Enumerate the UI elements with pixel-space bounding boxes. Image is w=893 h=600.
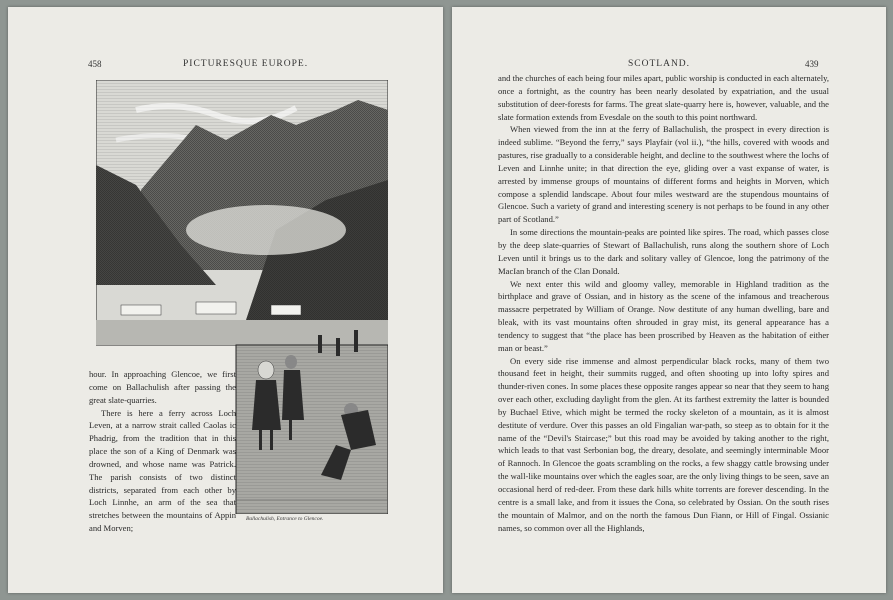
right-paragraph: When viewed from the inn at the ferry of Ballachulish, the prospect in every direction is indeed sublime. “Beyond the ferry,” says Playfair (vol ii.), “the hills, covered with woods and pastures, rise gradually to a considerable height, and decline to the southwest where the lochs of Leven and Linnhe unite; in that direction the eye, gliding over a vast expanse of water, is arrested by immense groups of mountains of different forms and heights in Morven, which compose a splendid landscape. About four miles westward are the stupendous mountains of Glencoe. Such a variety of grand and interesting scenery is not perhaps to be found in any other part of Scotland.” xyxy=(498,124,829,225)
illustration-caption: Ballachulish, Entrance to Glencoe. xyxy=(246,516,324,522)
right-folio: 439 xyxy=(805,59,819,69)
left-body-text xyxy=(89,368,236,535)
right-paragraph: We next enter this wild and gloomy valley, memorable in Highland tradition as the birthplace and grave of Ossian, and in history as the scene of the infamous and treacherous massacre perpetrated by William of Orange. Now destitute of any human dwelling, bare and bleak, with its vast mountains often shrouded in gray mist, its general appearance has a tendency to suggest that “the place has been proscribed by Heaven as the habitation of either man or beast.” xyxy=(498,278,829,353)
left-page xyxy=(8,7,443,593)
right-body-text xyxy=(498,72,829,534)
right-paragraph: and the churches of each being four miles apart, public worship is conducted in each alternately, once a fortnight, as the country has been nearly desolated by expatriation, and the usual substitution of deer-forests for farms. The great slate-quarry here is, however, valuable, and the slate formation extends from Evesdale on the south to this point northward. xyxy=(498,73,829,122)
right-running-head: SCOTLAND. xyxy=(628,59,691,69)
left-paragraph: hour. In approaching Glencoe, we first come on Ballachulish after passing the great slate-quarries. xyxy=(89,369,236,405)
left-paragraph: There is here a ferry across Loch Leven, at a narrow strait called Caolas ic Phadrig, from the tradition that in this place the son of a King of Denmark was drowned, and whose name was Patrick. The parish consists of two distinct districts, separated from each other by Loch Linnhe, an arm of the sea that stretches between the mountains of Appin and Morven; xyxy=(89,407,236,534)
right-page xyxy=(452,7,886,593)
right-paragraph: On every side rise immense and almost perpendicular black rocks, many of them two thousand feet in height, their summits rugged, and often shooting up into lofty spires and thunder-riven cones. In some places these opposite ranges appear so near that they seem to hang over each other, excluding daylight from the glen. At its farthest extremity the latter is bounded by Buchael Etive, which might be termed the rocky skeleton of a mountain, as it is almost destitute of verdure. Over this passes an old Fingalian war-path, so steep as to obtain for it the name of the “Devil's Staircase;” but this road may be avoided by taking another to the right, which leads to that vast Serbonian bog, the dreary, desolate, and seemingly interminable Moor of Rannoch. In Glencoe the goats scrambling on the rocks, a few shaggy cattle browsing under the wall-like mountains over which the eagles soar, are the only living things to be seen, save an occasional herd of red-deer. From these dark hills white torrents are forever descending. In the centre is a small lake, and from it issues the Cona, so celebrated by Ossian. On the south rises the mountain of Malmor, and on the north the famous Dun Fiann, or Hill of Fingal. Ossianic names, so common over all the Highlands, xyxy=(498,355,829,533)
left-running-head: PICTURESQUE EUROPE. xyxy=(183,59,309,69)
left-folio: 458 xyxy=(88,59,102,69)
right-paragraph: In some directions the mountain-peaks are pointed like spires. The road, which passes close by the deep slate-quarries of Stewart of Ballachulish, runs along the southern shore of Loch Leven until it brings us to the dark and solitary valley of Glencoe, long the patrimony of the MacIan branch of the Clan Donald. xyxy=(498,227,829,276)
